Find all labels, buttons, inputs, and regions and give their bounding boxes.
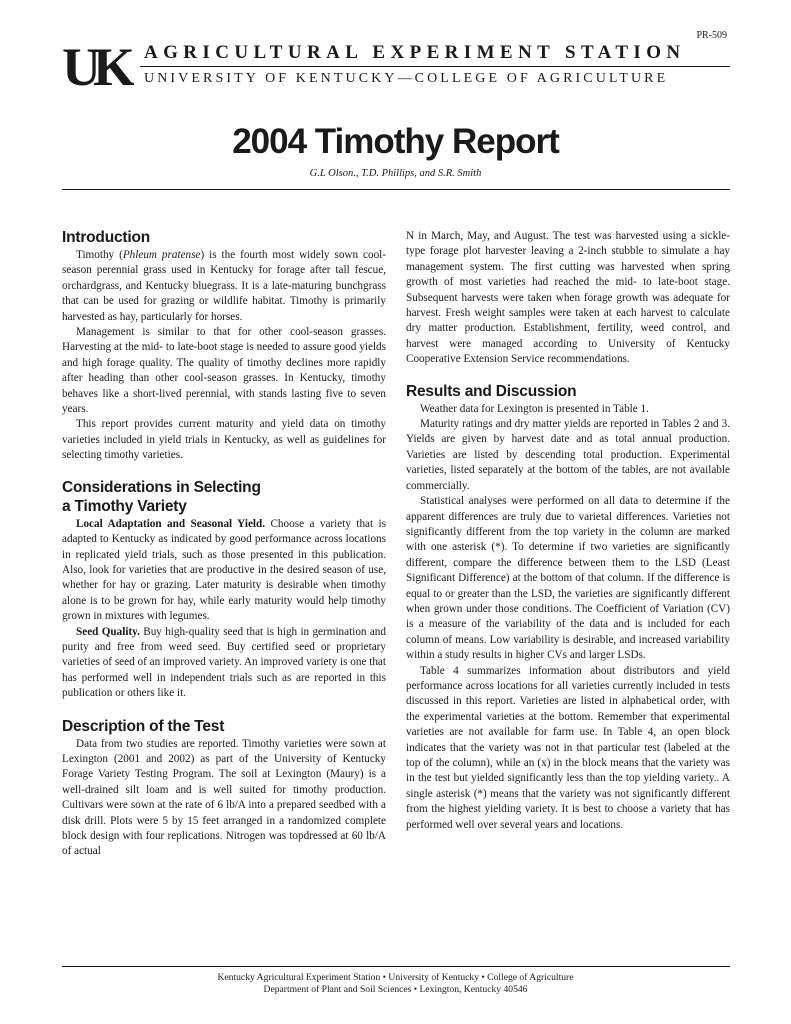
uk-logo-graphic xyxy=(62,40,134,88)
species-name: Phleum pratense xyxy=(122,249,201,261)
svg-text:UK: UK xyxy=(62,40,127,88)
report-title: 2004 Timothy Report xyxy=(232,122,559,161)
publication-number: PR-509 xyxy=(696,30,727,41)
masthead xyxy=(62,40,730,90)
considerations-paragraph-1: Local Adaptation and Seasonal Yield. Choose a variety that is adapted to Kentucky as indicated by good performance across locations in replicated yield trials, such as those presented in this publication. Also, look for varieties that are productive in the desired season of use, whether for hay or grazing. Later maturity is desirable when timothy alone is to be grown for hay, while early maturity would help timothy grown in mixtures with legumes. xyxy=(62,517,387,623)
right-column xyxy=(406,229,730,833)
university-name: UNIVERSITY OF KENTUCKY—COLLEGE OF AGRICULTURE xyxy=(144,71,669,86)
results-heading: Results and Discussion xyxy=(406,382,577,400)
description-paragraph-1: Data from two studies are reported. Timothy varieties were sown at Lexington (2001 and 2002) as part of the University of Kentucky Forage Variety Testing Program. The soil at Lexington (Maury) is a well-drained silt loam and is well suited for timothy production. Cultivars were sown at the rate of 6 lb/A into a prepared seedbed with a disk drill. Plots were 5 by 15 feet arranged in a randomized complete block design with four replications. Nitrogen was topdressed at 60 lb/A of actual xyxy=(62,737,386,858)
results-paragraph-1: Weather data for Lexington is presented in Table 1. xyxy=(420,402,649,415)
results-paragraph-3: Statistical analyses were performed on all data to determine if the apparent differences are truly due to varietal differences. Varieties not significantly different from the top variety in the column are marked with one asterisk (*). To determine if two varieties are significantly different, compare the difference between them to the LSD (Least Significant Difference) at the bottom of that column. If the difference is equal to or greater than the LSD, the varieties are significantly different when grown under those conditions. The Coefficient of Variation (CV) is a measure of the variability of the data and is included for each column of means. Low variability is desirable, and increased variability within a study results in higher CVs and larger LSDs. xyxy=(406,495,730,662)
intro-paragraph-2: Management is similar to that for other cool-season grasses. Harvesting at the mid- to late-boot stage is needed to assure good yields and high forage quality. The quality of timothy declines more rapidly after heading than other cool-season grasses. In Kentucky, timothy behaves like a short-lived perennial, with stands lasting five to seven years. xyxy=(62,326,386,416)
title-rule xyxy=(62,189,730,190)
considerations-paragraph-2: Seed Quality. Buy high-quality seed that is high in germination and purity and free from weed seed. Buy certified seed or proprietary varieties of seed of an improved variety. An improved variety is one that has performed well in independent trials such as are reported in this publication or others like it. xyxy=(62,625,386,700)
introduction-heading: Introduction xyxy=(62,229,150,246)
left-column xyxy=(62,228,386,860)
considerations-heading: Considerations in Selecting a Timothy Variety xyxy=(62,478,261,515)
results-paragraph-4: Table 4 summarizes information about distributors and yield performance across locations for all varieties currently included in tests discussed in this report. Varieties are listed in alphabetical order, with the experimental varieties at the bottom. Remember that experimental varieties are not available for farm use. In Table 4, an open block indicates that the variety was not in that particular test (labeled at the top of the column), while an (x) in the block means that the variety was in the test but yielded significantly less than the top yielding variety.. A single asterisk (*) means that the variety was not significantly different from the highest yielding variety. It is best to choose a variety that has performed well over several years and locations. xyxy=(406,664,730,831)
footer-rule xyxy=(62,966,730,967)
results-paragraph-2: Maturity ratings and dry matter yields are reported in Tables 2 and 3. Yields are given by harvest date and as total annual production. Varieties are listed by descending total production. Experimental varieties, listed separately at the bottom of the tables, are not available commercially. xyxy=(406,418,730,492)
intro-paragraph-3: This report provides current maturity and yield data on timothy varieties included in yield trials in Kentucky, as well as guidelines for selecting timothy varieties. xyxy=(62,418,386,462)
footer xyxy=(0,972,791,996)
footer-line-2: Department of Plant and Soil Sciences • Lexington, Kentucky 40546 xyxy=(263,984,528,995)
description-heading: Description of the Test xyxy=(62,717,225,735)
authors: G.L Olson., T.D. Phillips, and S.R. Smith xyxy=(309,168,482,179)
station-name: AGRICULTURAL EXPERIMENT STATION xyxy=(144,42,686,63)
intro-paragraph-1: Timothy (Phleum pratense) is the fourth most widely sown cool-season perennial grass used in Kentucky for forage after tall fescue, orchardgrass, and Kentucky bluegrass. It is a late-maturing bunchgrass that can be used for grazing or wildlife habitat. Timothy is primarily harvested as hay, particularly for horses. xyxy=(62,249,387,323)
footer-line-1: Kentucky Agricultural Experiment Station • University of Kentucky • College of Agriculture xyxy=(217,972,574,983)
masthead-rule xyxy=(140,66,730,67)
uk-logo xyxy=(62,40,134,88)
description-paragraph-1-continued: N in March, May, and August. The test was harvested using a sickle-type forage plot harvester leaving a 2-inch stubble to simulate a hay management system. The first cutting was harvested when spring growth of most varieties had reached the mid- to late-boot stage. Subsequent harvests were taken when forage growth was adequate for harvest. Fresh weight samples were taken at each harvest to calculate dry matter production. Establishment, fertility, weed control, and harvest were managed according to University of Kentucky Cooperative Extension Service recommendations. xyxy=(406,230,730,366)
